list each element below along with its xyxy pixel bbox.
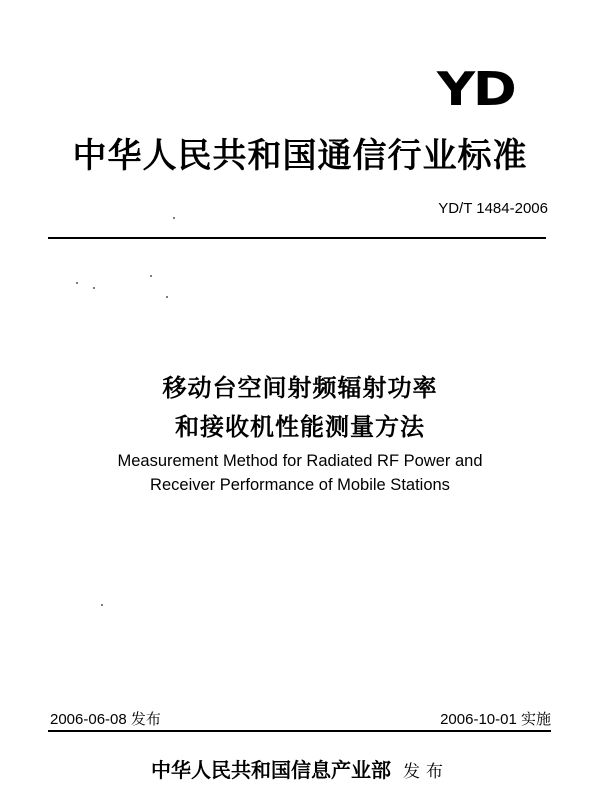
header-divider bbox=[48, 237, 546, 239]
publisher-action: 发布 bbox=[403, 762, 449, 782]
document-title-english-line1: Measurement Method for Radiated RF Power and bbox=[117, 452, 483, 470]
publisher-name: 中华人民共和国信息产业部 bbox=[151, 758, 391, 782]
document-title-chinese-line2: 和接收机性能测量方法 bbox=[175, 413, 425, 441]
scan-speck bbox=[101, 604, 103, 606]
scan-speck bbox=[76, 282, 78, 284]
document-title-chinese-line1: 移动台空间射频辐射功率 bbox=[162, 374, 438, 402]
standard-logo: YD bbox=[436, 62, 514, 116]
issue-date: 2006-06-08 发布 bbox=[50, 711, 161, 728]
standard-category-title: 中华人民共和国通信行业标准 bbox=[72, 136, 528, 176]
publisher-line bbox=[0, 754, 600, 783]
footer-divider bbox=[48, 730, 551, 732]
document-title-english-line2: Receiver Performance of Mobile Stations bbox=[150, 476, 450, 494]
standard-number: YD/T 1484-2006 bbox=[438, 200, 548, 217]
scan-speck bbox=[166, 296, 168, 298]
scan-speck bbox=[93, 287, 95, 289]
implement-date: 2006-10-01 实施 bbox=[440, 711, 551, 728]
scan-speck bbox=[150, 275, 152, 277]
scan-speck bbox=[173, 217, 175, 219]
